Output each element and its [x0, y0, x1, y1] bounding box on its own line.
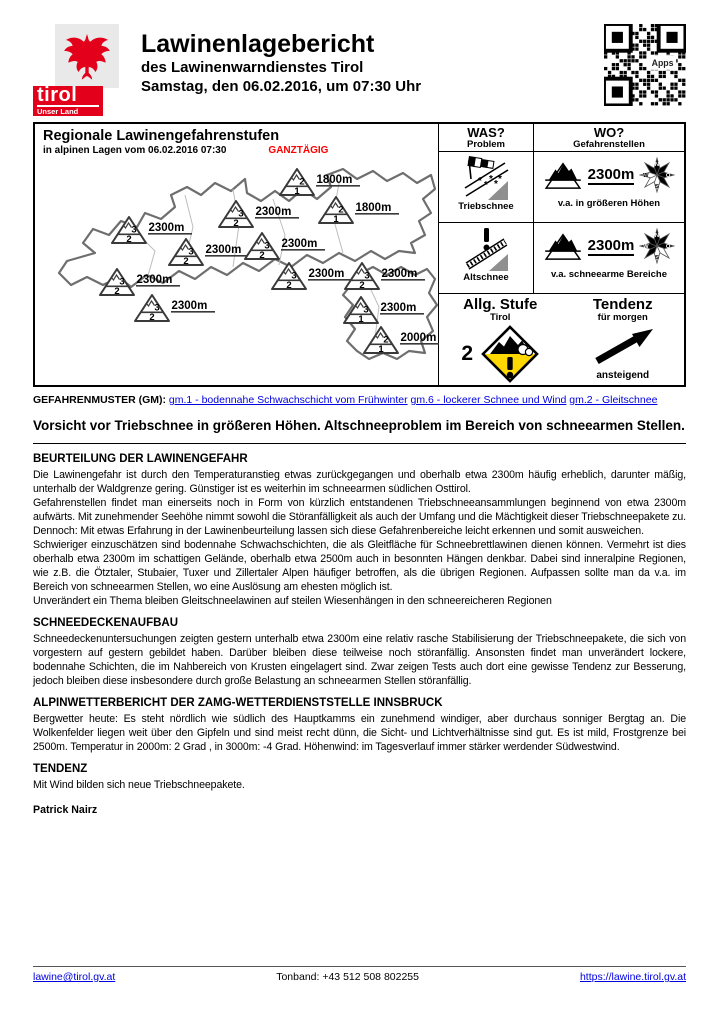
logo-tagline-text: Unser Land [37, 107, 79, 116]
mountain-elevation-icon [543, 231, 583, 261]
website-link[interactable]: https://lawine.tirol.gv.at [579, 971, 686, 983]
aspect-rose-icon [639, 157, 675, 193]
title-block [141, 24, 421, 96]
danger-marker [344, 297, 424, 325]
level-subtitle: Tirol [490, 312, 511, 323]
svg-text:2300m: 2300m [281, 238, 318, 250]
svg-text:2: 2 [338, 204, 344, 216]
col-where-subtitle: Gefahrenstellen [573, 139, 645, 150]
snow-asterisks [478, 174, 502, 191]
svg-text:W: W [643, 173, 649, 180]
col-where-title: WO? [593, 125, 625, 140]
where-label: v.a. in größeren Höhen [557, 198, 661, 209]
trend-label: ansteigend [596, 370, 650, 381]
danger-marker [272, 263, 352, 291]
danger-marker [345, 263, 425, 291]
danger-marker [219, 201, 299, 229]
section-trend [33, 763, 686, 792]
svg-text:N: N [655, 233, 660, 239]
map-subtitle-row [43, 144, 438, 157]
svg-text:2: 2 [359, 280, 365, 291]
eagle-icon [55, 24, 119, 88]
logo-brand-text: tirol [37, 86, 99, 107]
svg-text:3: 3 [188, 246, 194, 258]
section-weather [33, 697, 686, 754]
section-heading: BEURTEILUNG DER LAWINENGEFAHR [33, 453, 248, 465]
gm-link-3[interactable]: gm.2 - Gleitschnee [569, 394, 658, 406]
page-title: Lawinenlagebericht [141, 30, 375, 58]
svg-text:S: S [655, 184, 660, 191]
elevation-value: 2300m [587, 236, 635, 254]
svg-text:2300m: 2300m [255, 206, 292, 218]
svg-text:2: 2 [149, 312, 155, 323]
svg-text:O: O [666, 244, 671, 251]
svg-text:Apps: Apps [651, 57, 674, 68]
svg-text:2: 2 [259, 250, 265, 261]
svg-text:1: 1 [333, 214, 339, 225]
qr-code-apps [604, 24, 686, 106]
phone-line: Tonband: +43 512 508 802255 [276, 971, 419, 983]
paragraph: Schwieriger einzuschätzen sind bodennahe Schwachschichten, die als Gleitfläche für Schneebrettlawinen dienen können. Vermehrt ist dies oberhalb etwa 2300m im schattigen Gelände, oberhalb etwa 2500m auch in besonnten Hängen denkbar. Dabei sind inneralpine Regionen, wie z.B. die Ötztaler, Stubaier, Tuxer und Zillertaler Alpen häufiger betroffen, als die übrigen Regionen. Aufpassen sollte man da v.a. im Bereich von schneearmen Stellen, wo eine Auslösung am ehesten möglich ist. [33, 539, 686, 593]
svg-text:2300m: 2300m [148, 222, 185, 234]
page-subtitle: des Lawinenwarndienstes Tirol [141, 59, 364, 76]
svg-text:*: * [484, 180, 488, 191]
svg-text:3: 3 [154, 302, 160, 314]
svg-text:*: * [498, 174, 502, 185]
svg-text:2: 2 [286, 280, 292, 291]
tirol-map [35, 157, 439, 381]
svg-text:3: 3 [364, 270, 370, 282]
paragraph: Schneedeckenuntersuchungen zeigten gestern unterhalb etwa 2300m eine relativ rasche Stabilisierung der Triebschneepakete, die sich von vorgestern auf gestern gebildet haben. Darüber bleiben diese teilweise noch störanfällig. Ansonsten findet man unverändert lockere, bodennahe Schichten, die im Nahbereich von Krusten eingelagert sind. Zwar zeigen Tests auch dort eine gewisse Tendenz zur Besserung, jedoch bleiben diese insbesondere durch große Belastung an schneearmen Stellen störanfällig. [33, 633, 686, 687]
section-heading: TENDENZ [33, 763, 88, 775]
section-danger-assessment [33, 453, 686, 608]
trend-box [562, 294, 685, 385]
danger-marker [319, 197, 399, 225]
svg-text:2: 2 [183, 256, 189, 267]
gm-label: GEFAHRENMUSTER (GM): [33, 394, 166, 406]
paragraph: Unverändert ein Thema bleiben Gleitschneelawinen auf steilen Wiesenhängen in den schneereicheren Regionen [33, 595, 552, 607]
mountain-elevation-icon [543, 160, 583, 190]
report-datetime: Samstag, den 06.02.2016, um 07:30 Uhr [141, 78, 422, 95]
svg-text:3: 3 [119, 276, 125, 288]
email-link[interactable]: lawine@tirol.gv.at [33, 971, 116, 983]
trend-rising-arrow-icon [587, 323, 659, 367]
svg-text:S: S [655, 255, 660, 262]
gm-link-2[interactable]: gm.6 - lockerer Schnee und Wind [410, 394, 567, 406]
tirol-logo [33, 24, 133, 116]
svg-text:1: 1 [358, 314, 364, 325]
danger-marker [100, 269, 180, 297]
col-what-title: WAS? [467, 125, 505, 140]
problem-label: Triebschnee [458, 201, 514, 212]
trend-subtitle: für morgen [597, 312, 648, 323]
validity-badge: GANZTÄGIG [268, 145, 329, 156]
svg-text:*: * [494, 179, 498, 190]
problem-panel [439, 124, 684, 385]
svg-text:2300m: 2300m [136, 274, 173, 286]
svg-text:3: 3 [264, 240, 270, 252]
danger-level-sign-icon [481, 325, 539, 383]
svg-text:*: * [478, 176, 482, 187]
tirol-wordmark [33, 86, 103, 116]
svg-text:3: 3 [238, 208, 244, 220]
paragraph: Die Lawinengefahr ist durch den Temperaturanstieg etwas zurückgegangen und oberhalb etwa 2300m häufig erheblich, darunter mäßig, unterhalb der Waldgrenze gering. Günstiger ist es weiterhin im schneearmen südlichen Osttirol. [33, 469, 686, 495]
svg-text:2: 2 [299, 176, 305, 188]
footer [33, 966, 686, 983]
svg-text:1: 1 [378, 344, 384, 355]
svg-text:O: O [666, 173, 671, 180]
svg-text:N: N [655, 162, 660, 168]
paragraph: Gefahrenstellen findet man einerseits noch in Form von kürzlich entstandenen Triebschneeansammlungen beginnend von etwa 2300m aufwärts. Mit zunehmender Seehöhe nimmt sowohl die Störanfälligkeit als auch der Umfang und die Mächtigkeit dieser Triebschneepakete zu. Dennoch: Mit etwas Erfahrung in der Lawinenbeurteilung lassen sich diese Gefahrenbereiche leicht erkennen und somit ausweichen. [33, 497, 686, 537]
danger-level-value: 2 [461, 342, 474, 365]
divider [33, 443, 686, 444]
svg-text:1800m: 1800m [355, 202, 392, 214]
section-heading: ALPINWETTERBERICHT DER ZAMG-WETTERDIENSTSTELLE INNSBRUCK [33, 697, 443, 709]
svg-text:2300m: 2300m [308, 268, 345, 280]
problem-row-altschnee [439, 223, 684, 294]
svg-text:1: 1 [294, 186, 300, 197]
svg-text:3: 3 [363, 304, 369, 316]
map-title: Regionale Lawinengefahrenstufen [43, 128, 280, 144]
problem-label: Altschnee [463, 272, 509, 283]
svg-text:2: 2 [383, 334, 389, 346]
header [33, 0, 686, 116]
svg-text:2300m: 2300m [171, 300, 208, 312]
svg-text:1800m: 1800m [316, 174, 353, 186]
svg-text:2300m: 2300m [381, 268, 418, 280]
danger-marker [280, 169, 360, 197]
svg-text:2: 2 [126, 234, 132, 245]
overall-level-box [439, 294, 562, 385]
svg-text:3: 3 [291, 270, 297, 282]
svg-text:2: 2 [233, 218, 239, 229]
gm-link-1[interactable]: gm.1 - bodennahe Schwachschicht vom Frühwinter [168, 394, 408, 406]
svg-text:2: 2 [114, 286, 120, 297]
col-what-subtitle: Problem [466, 139, 505, 150]
danger-marker [135, 295, 215, 323]
old-snow-icon [463, 226, 509, 272]
danger-pattern-line [33, 394, 686, 407]
section-snowpack [33, 617, 686, 688]
paragraph: Bergwetter heute: Es steht nördlich wie südlich des Hauptkamms ein zunehmend windiger, aber durchaus sonniger Bergtag an. Die Wolkenfelder liegen weit über den Gipfeln und sind meist recht dünn, die Sicht- und Lichtverhältnisse sind gut. Es ist mild, Frostgrenze bei 2500m. Temperatur in 2000m: 2 Grad , in 3000m: -4 Grad. Höhenwind: im Tagesverlauf immer stärker werdender Südwestwind. [33, 713, 686, 753]
svg-text:3: 3 [131, 224, 137, 236]
where-label: v.a. schneearme Bereiche [550, 269, 667, 280]
elevation-value: 2300m [587, 165, 635, 183]
panel-header-row [439, 124, 684, 152]
svg-text:2300m: 2300m [205, 244, 242, 256]
wind-slab-icon [463, 155, 509, 201]
svg-text:*: * [489, 174, 493, 185]
aspect-rose-icon [639, 228, 675, 264]
svg-text:2300m: 2300m [380, 302, 417, 314]
trend-title: Tendenz [592, 296, 653, 313]
level-trend-row [439, 294, 684, 385]
map-header [35, 124, 438, 157]
section-heading: SCHNEEDECKENAUFBAU [33, 617, 179, 629]
problem-row-triebschnee [439, 152, 684, 223]
danger-marker [364, 327, 439, 355]
regional-danger-map [35, 124, 439, 385]
level-title: Allg. Stufe [463, 296, 538, 313]
map-subtitle: in alpinen Lagen vom 06.02.2016 07:30 [43, 145, 227, 156]
svg-text:W: W [643, 244, 649, 251]
bulletin-headline: Vorsicht vor Triebschnee in größeren Höhen. Altschneeproblem im Bereich von schneearmen Stellen. [33, 418, 685, 433]
author-signature: Patrick Nairz [33, 804, 98, 816]
paragraph: Mit Wind bilden sich neue Triebschneepakete. [33, 779, 245, 791]
danger-marker [169, 239, 249, 267]
svg-text:2000m: 2000m [400, 332, 437, 344]
danger-levels-panel [33, 122, 686, 387]
